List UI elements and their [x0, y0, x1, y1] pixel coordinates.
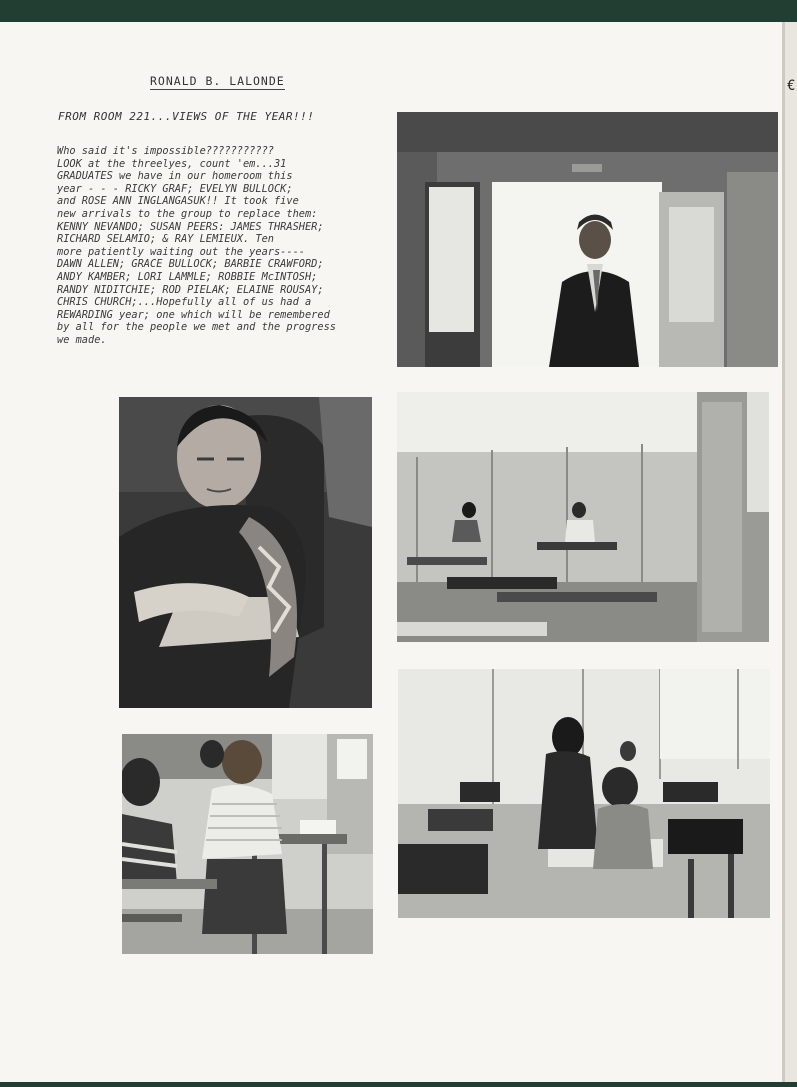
page-heading: RONALD B. LALONDE [150, 74, 285, 88]
body-line: ANDY KAMBER; LORI LAMMLE; ROBBIE McINTOSH; [57, 270, 318, 283]
body-line: RICHARD SELAMIO; & RAY LEMIEUX. Ten [57, 233, 274, 246]
body-line: LOOK at the threelyes, count 'em...31 [57, 157, 287, 170]
body-line: more patiently waiting out the years---- [57, 245, 305, 258]
body-paragraph [57, 145, 377, 347]
body-line: RANDY NIDITCHIE; ROD PIELAK; ELAINE ROUSAY; [57, 283, 324, 296]
photo-students-writing [122, 734, 373, 954]
body-line: year - - - RICKY GRAF; EVELYN BULLOCK; [57, 182, 293, 195]
body-line: CHRIS CHURCH;...Hopefully all of us had a [57, 296, 312, 309]
photo-students-at-typewriters [398, 669, 770, 918]
body-line: and ROSE ANN INGLANGASUK!! It took five [57, 195, 299, 208]
body-line: Who said it's impossible??????????? [57, 145, 274, 157]
photo-man-sleeping-on-bus [119, 397, 372, 708]
top-binding-band [0, 0, 797, 22]
photo-teacher-at-door [397, 112, 778, 367]
body-line: by all for the people we met and the progress [57, 321, 336, 334]
body-line: new arrivals to the group to replace them: [57, 207, 318, 220]
page-edge [785, 22, 797, 1087]
body-line: we made. [57, 333, 107, 346]
body-line: REWARDING year; one which will be remembered [57, 308, 330, 321]
bottom-binding-band [0, 1082, 797, 1087]
body-line: KENNY NEVANDO; SUSAN PEERS: JAMES THRASHER; [57, 220, 324, 233]
body-line: DAWN ALLEN; GRACE BULLOCK; BARBIE CRAWFORD; [57, 258, 324, 271]
photo-students-at-desks-wide [397, 392, 769, 642]
body-line: GRADUATES we have in our homeroom this [57, 170, 293, 183]
page-subtitle: FROM ROOM 221...VIEWS OF THE YEAR!!! [58, 110, 315, 123]
edge-fragment-icon: € [787, 78, 796, 94]
